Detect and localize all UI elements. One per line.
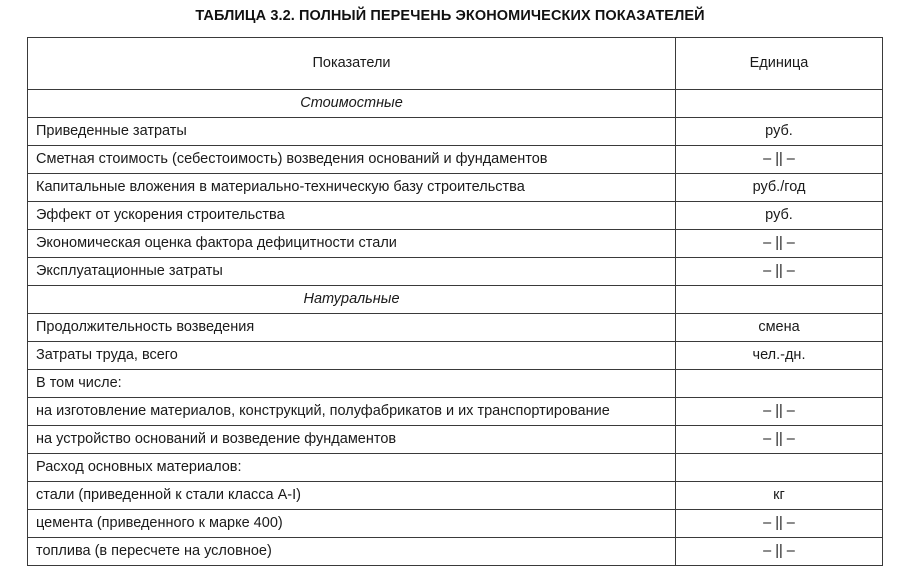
indicator-cell: Приведенные затраты bbox=[28, 118, 676, 146]
indicator-cell: Сметная стоимость (себестоимость) возведения оснований и фундаментов bbox=[28, 146, 676, 174]
indicators-table bbox=[27, 37, 883, 566]
indicator-cell: Затраты труда, всего bbox=[28, 342, 676, 370]
indicator-cell: Экономическая оценка фактора дефицитности стали bbox=[28, 230, 676, 258]
table-row bbox=[28, 510, 883, 538]
unit-cell bbox=[676, 286, 883, 314]
unit-cell: кг bbox=[676, 482, 883, 510]
table-row bbox=[28, 370, 883, 398]
indicator-cell: стали (приведенной к стали класса А-I) bbox=[28, 482, 676, 510]
table-row bbox=[28, 398, 883, 426]
unit-cell: – || – bbox=[676, 146, 883, 174]
unit-cell: руб./год bbox=[676, 174, 883, 202]
table-row bbox=[28, 482, 883, 510]
unit-cell: руб. bbox=[676, 118, 883, 146]
indicator-cell: топлива (в пересчете на условное) bbox=[28, 538, 676, 566]
indicator-cell: на изготовление материалов, конструкций, полуфабрикатов и их транспортирование bbox=[28, 398, 676, 426]
table-row bbox=[28, 426, 883, 454]
unit-cell: чел.-дн. bbox=[676, 342, 883, 370]
header-unit: Единица bbox=[676, 38, 883, 90]
table-row bbox=[28, 314, 883, 342]
unit-cell bbox=[676, 454, 883, 482]
table-row bbox=[28, 230, 883, 258]
unit-cell: – || – bbox=[676, 510, 883, 538]
header-indicator: Показатели bbox=[28, 38, 676, 90]
table-title: ТАБЛИЦА 3.2. ПОЛНЫЙ ПЕРЕЧЕНЬ ЭКОНОМИЧЕСКИХ ПОКАЗАТЕЛЕЙ bbox=[195, 8, 705, 24]
indicator-cell: на устройство оснований и возведение фундаментов bbox=[28, 426, 676, 454]
table-body bbox=[28, 90, 883, 566]
unit-cell bbox=[676, 90, 883, 118]
table-row bbox=[28, 454, 883, 482]
indicator-cell: цемента (приведенного к марке 400) bbox=[28, 510, 676, 538]
section-row bbox=[28, 90, 883, 118]
header-row bbox=[28, 38, 883, 90]
unit-cell bbox=[676, 370, 883, 398]
unit-cell: – || – bbox=[676, 426, 883, 454]
table-row bbox=[28, 342, 883, 370]
table-row bbox=[28, 174, 883, 202]
indicator-cell: Эффект от ускорения строительства bbox=[28, 202, 676, 230]
unit-cell: – || – bbox=[676, 258, 883, 286]
table-row bbox=[28, 258, 883, 286]
section-label: Натуральные bbox=[28, 286, 676, 314]
unit-cell: смена bbox=[676, 314, 883, 342]
table-row bbox=[28, 202, 883, 230]
section-row bbox=[28, 286, 883, 314]
unit-cell: – || – bbox=[676, 230, 883, 258]
table-row bbox=[28, 146, 883, 174]
indicator-cell: Капитальные вложения в материально-техническую базу строительства bbox=[28, 174, 676, 202]
table-header bbox=[28, 38, 883, 90]
indicator-cell: В том числе: bbox=[28, 370, 676, 398]
table-row bbox=[28, 538, 883, 566]
unit-cell: руб. bbox=[676, 202, 883, 230]
section-label: Стоимостные bbox=[28, 90, 676, 118]
indicator-cell: Расход основных материалов: bbox=[28, 454, 676, 482]
unit-cell: – || – bbox=[676, 398, 883, 426]
indicator-cell: Продолжительность возведения bbox=[28, 314, 676, 342]
unit-cell: – || – bbox=[676, 538, 883, 566]
table-row bbox=[28, 118, 883, 146]
indicator-cell: Эксплуатационные затраты bbox=[28, 258, 676, 286]
